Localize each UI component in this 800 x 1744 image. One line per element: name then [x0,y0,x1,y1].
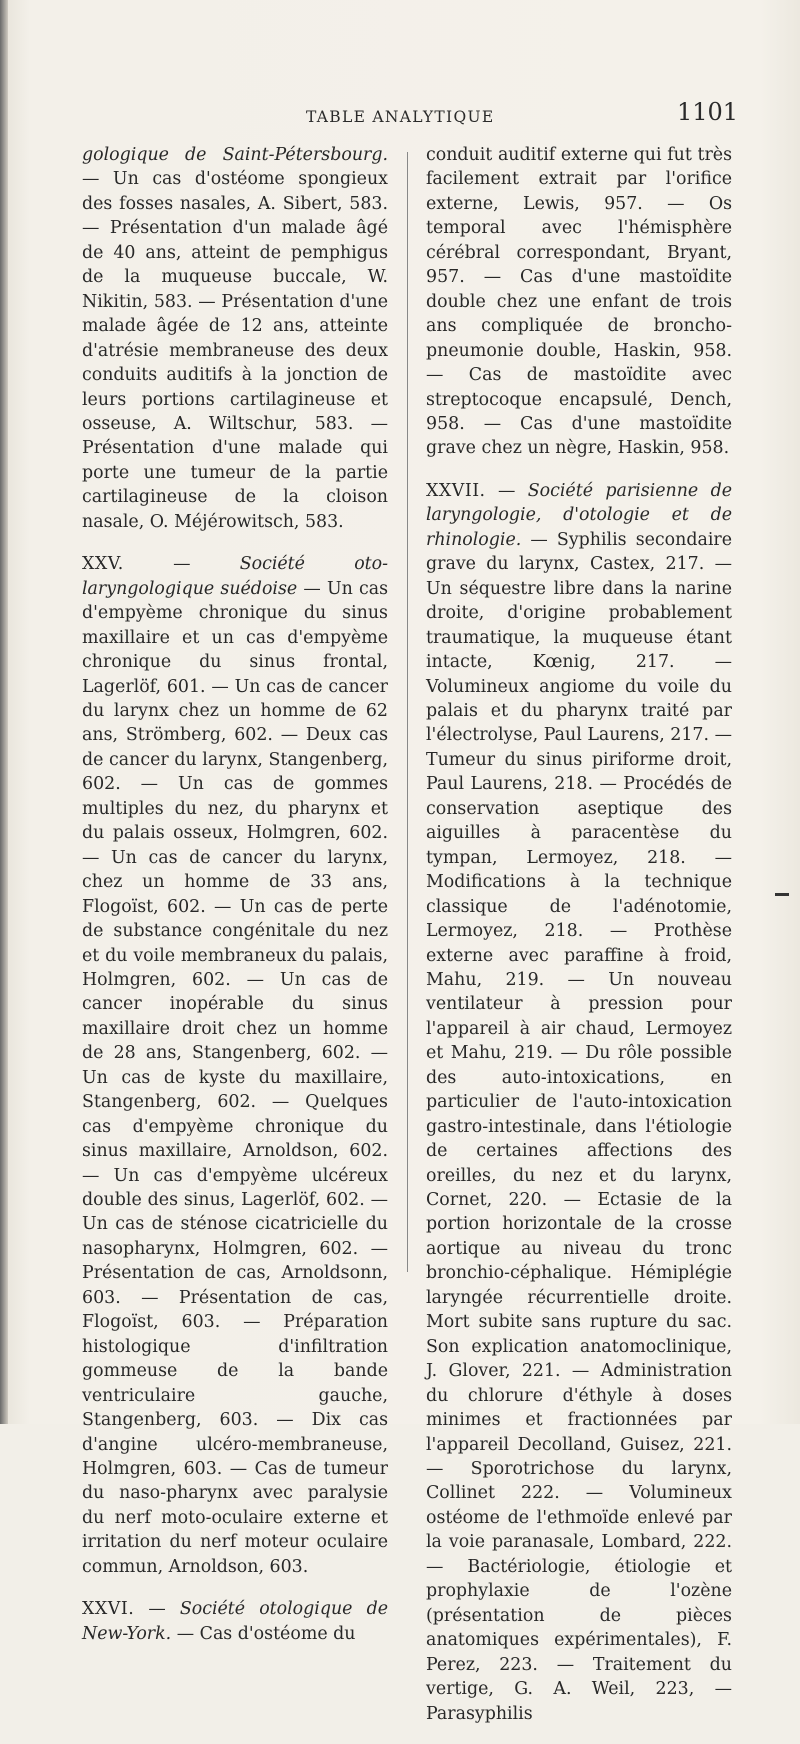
margin-mark [775,893,789,896]
page-number: 1101 [677,98,739,126]
entry-continued [82,143,388,534]
entry-dash: — [148,1599,166,1620]
entry-dash: — [173,554,191,575]
entry-continued [426,143,732,461]
entry-text: — Syphilis secondaire grave du larynx, Castex, 217. — Un séquestre libre dans la narine droite, d'origine probablement traumatique, la muqueuse étant intacte, Kœnig, 217. — Volumineux angiome du voile du palais et du pharynx traité par l'électrolyse, Paul Laurens, 217. — Tumeur du sinus piriforme droit, Paul Laurens, 218. — Procédés de conservation aseptique des aiguilles à paracentèse du tympan, Lermoyez, 218. — Modifications à la technique classique de l'adénotomie, Lermoyez, 218. — Prothèse externe avec paraffine à froid, Mahu, 219. — Un nouveau ventilateur à pression pour l'appareil à air chaud, Lermoyez et Mahu, 219. — Du rôle possible des auto-intoxications, en particulier de l'auto-intoxication gastro-intestinale, dans l'étiologie de certaines affections des oreilles, du nez et du larynx, Cornet, 220. — Ectasie de la portion horizontale de la crosse aortique au niveau du tronc bronchio-céphalique. Hémiplégie laryngée récurrentielle droite. Mort subite sans rupture du sac. Son explication anatomoclinique, J. Glover, 221. — Administration du chlorure d'éthyle à doses minimes et fractionnées par l'appareil Decolland, Guisez, 221. — Sporotrichose du larynx, Collinet 222. — Volumineux ostéome de l'ethmoïde enlevé par la voie paranasale, Lombard, 222. — Bactériologie, étiologie et prophylaxie de l'ozène (présentation de pièces anatomiques expérimentales), F. Perez, 223. — Traitement du vertige, G. A. Weil, 223, — Parasyphilis [426,529,732,1724]
society-title: Société oto-laryngologique suédoise [82,554,389,599]
entry-text: — Un cas d'ostéome spongieux des fosses nasales, A. Sibert, 583. — Présentation d'un malade âgé de 40 ans, atteint de pemphigus de la muqueuse buccale, W. Nikitin, 583. — Présentation d'une malade âgée de 12 ans, atteinte d'atrésie membraneuse des deux conduits auditifs à la jonction de leurs portions cartilagineuse et osseuse, A. Wiltschur, 583. — Présentation d'une malade qui porte une tumeur de la partie cartilagineuse de la cloison nasale, O. Méjérowitsch, 583. [82,169,388,532]
column-divider [407,152,408,1272]
entry-dash: — [497,480,516,501]
society-title: Société parisienne de laryngologie, d'otologie et de rhinologie. [426,480,732,550]
running-head: TABLE ANALYTIQUE [306,108,495,126]
entry-text: — Cas d'ostéome du [176,1623,356,1644]
entry-xxvi [82,1597,388,1646]
entry-number: XXVI. [82,1599,135,1620]
society-title: Société otologique de New-York. [82,1599,388,1644]
entry-number: XXVII. [426,480,486,501]
society-title: gologique de Saint-Pétersbourg. [82,145,388,165]
entry-xxv [82,552,388,1579]
binding-shadow [0,0,8,1424]
entry-xxvii [426,479,732,1726]
left-column [82,143,388,1664]
right-column [426,143,732,1744]
entry-text: — Un cas d'empyème chronique du sinus maxillaire et un cas d'empyème chronique du sinus frontal, Lagerlöf, 601. — Un cas de cancer du larynx chez un homme de 62 ans, Strömberg, 602. — Deux cas de cancer du larynx, Stangenberg, 602. — Un cas de gommes multiples du nez, du pharynx et du palais osseux, Holmgren, 602. — Un cas de cancer du larynx, chez un homme de 33 ans, Flogoïst, 602. — Un cas de perte de substance congénitale du nez et du voile membraneux du palais, Holmgren, 602. — Un cas de cancer inopérable du sinus maxillaire droit chez un homme de 28 ans, Stangenberg, 602. — Un cas de kyste du maxillaire, Stangenberg, 602. — Quelques cas d'empyème chronique du sinus maxillaire, Arnoldson, 602. — Un cas d'empyème ulcéreux double des sinus, Lagerlöf, 602. — Un cas de sténose cicatricielle du nasopharynx, Holmgren, 602. — Présentation de cas, Arnoldsonn, 603. — Présentation de cas, Flogoïst, 603. — Préparation histologique d'infiltration gommeuse de la bande ventriculaire gauche, Stangenberg, 603. — Dix cas d'angine ulcéro-membraneuse, Holmgren, 603. — Cas de tumeur du naso-pharynx avec paralysie du nerf moto-oculaire externe et irritation du nerf moteur oculaire commun, Arnoldson, 603. [82,578,389,1577]
entry-number: XXV. [82,554,124,575]
entry-text: conduit auditif externe qui fut très facilement extrait par l'orifice externe, Lewis, 957. — Os temporal avec l'hémisphère cérébral correspondant, Bryant, 957. — Cas d'une mastoïdite double chez une enfant de trois ans compliquée de broncho-pneumonie double, Haskin, 958. — Cas de mastoïdite avec streptocoque encapsulé, Dench, 958. — Cas d'une mastoïdite grave chez un nègre, Haskin, 958. [426,145,732,459]
